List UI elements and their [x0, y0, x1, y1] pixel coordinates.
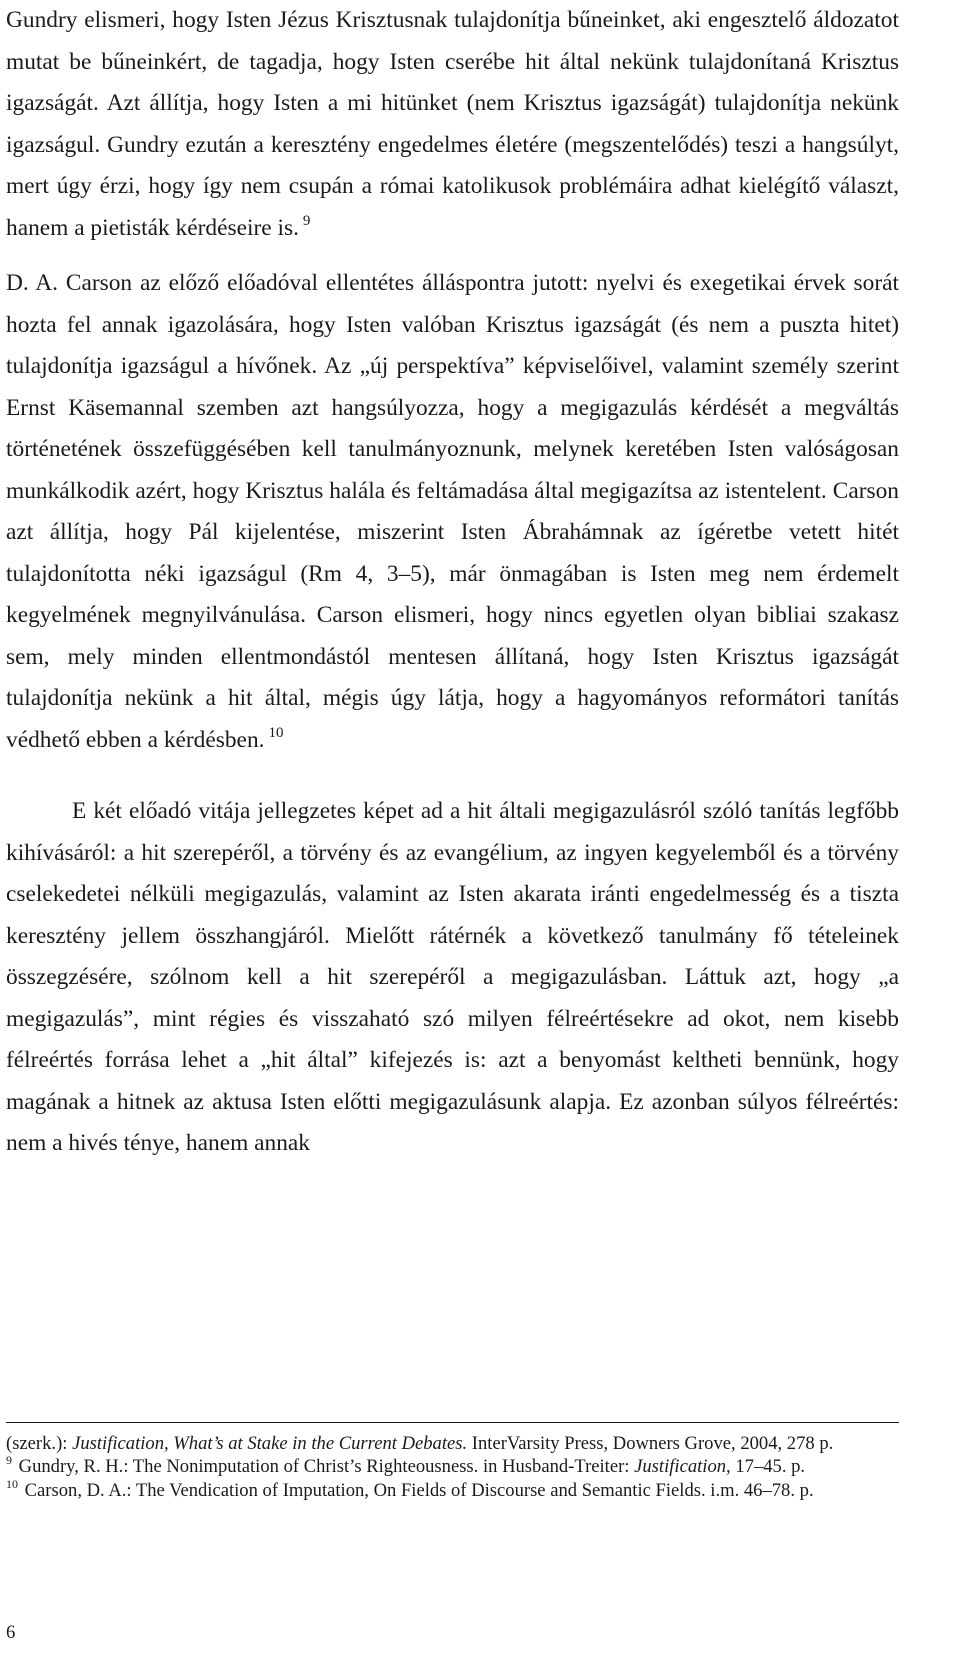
paragraph-debate-text: E két előadó vitája jellegzetes képet ad a hit általi megigazulásról szóló tanítás legfőbb kihívásáról: a hit szerepéről, a törvény és az evangélium, az ingyen kegyelemből és a törvény cselekedetei nélküli megigazulás, valamint az Isten akarata iránti engedelmesség és a tiszta keresztény jellem összhangjáról. Mielőtt rátérnék a következő tanulmány fő tételeinek összegzésére, szólnom kell a hit szerepéről a megigazulásban. Láttuk azt, hogy „a megigazulás”, mint régies és visszaható szó milyen félreértésekre ad okot, nem kisebb félreértés forrása lehet a „hit által” kifejezés is: azt a benyomást keltheti bennünk, hogy magának a hitnek az aktusa Isten előtti megigazulásunk alapja. Ez azonban súlyos félreértés: nem a hivés ténye, hanem annak: [6, 798, 899, 1156]
footnote-ref-10[interactable]: 10: [268, 724, 284, 741]
paragraph-debate: [6, 791, 899, 1165]
paragraph-gundry: [6, 0, 899, 249]
footnote-ref-9[interactable]: 9: [302, 212, 311, 229]
footnote-9-title: Justification,: [634, 1456, 731, 1478]
footnote-continued-title: Justification, What’s at Stake in the Current Debates.: [72, 1433, 468, 1454]
paragraph-carson-text: D. A. Carson az előző előadóval ellentétes álláspontra jutott: nyelvi és exegetikai érvek sorát hozta fel annak igazolására, hogy Isten valóban Krisztus igazságát (és nem a puszta hitet) tulajdonítja igazságul a hívőnek. Az „új perspektíva” képviselőivel, valamint személy szerint Ernst Käsemannal szemben azt hangsúlyozza, hogy a megigazulás kérdését a megváltás történetének összefüggésében kell tanulmányoznunk, melynek keretében Isten valóságosan munkálkodik azért, hogy Krisztus halála és feltámadása által megigazítsa az istentelent. Carson azt állítja, hogy Pál kijelentése, miszerint Isten Ábrahámnak az ígéretbe vetett hitét tulajdonította néki igazságul (Rm 4, 3–5), már önmagában is Isten meg nem érdemelt kegyelmének megnyilvánulása. Carson elismeri, hogy nincs egyetlen olyan bibliai szakasz sem, mely minden ellentmondástól mentesen állítaná, hogy Isten Krisztus igazságát tulajdonítja nekünk a hit által, mégis úgy látja, hogy a hagyományos reformátori tanítás védhető ebben a kérdésben.: [6, 270, 899, 753]
footnote-continued-post: InterVarsity Press, Downers Grove, 2004, 278 p.: [467, 1433, 834, 1454]
footnote-9-post: 17–45. p.: [730, 1456, 806, 1478]
footnote-9: [6, 1455, 899, 1478]
footnote-continued-pre: (szerk.):: [6, 1433, 73, 1454]
footnote-9-pre: Gundry, R. H.: The Nonimputation of Christ’s Righteousness. in Husband-Treiter:: [14, 1456, 635, 1478]
footnote-10: [6, 1476, 899, 1502]
footnotes: [6, 1432, 899, 1502]
footnote-continued: [6, 1432, 899, 1455]
paragraph-gundry-text: Gundry elismeri, hogy Isten Jézus Krisztusnak tulajdonítja bűneinket, aki engesztelő áldozatot mutat be bűneinkért, de tagadja, hogy Isten cserébe hit által nekünk tulajdonítaná Krisztus igazságát. Azt állítja, hogy Isten a mi hitünket (nem Krisztus igazságát) tulajdonítja nekünk igazságul. Gundry ezután a keresztény engedelmes életére (megszentelődés) teszi a hangsúlyt, mert úgy érzi, hogy így nem csupán a római katolikusok problémáira adhat kielégítő választ, hanem a pietisták kérdéseire is.: [6, 7, 899, 241]
body-text: [6, 0, 899, 1165]
footnote-9-number: 9: [6, 1453, 12, 1468]
footnote-divider: [6, 1422, 899, 1423]
paragraph-carson: [6, 263, 899, 761]
footnote-10-number: 10: [6, 1476, 18, 1491]
footnote-10-text: Carson, D. A.: The Vendication of Imputation, On Fields of Discourse and Semantic Fields. i.m. 46–78. p.: [20, 1479, 814, 1501]
page-number: 6: [6, 1622, 16, 1643]
